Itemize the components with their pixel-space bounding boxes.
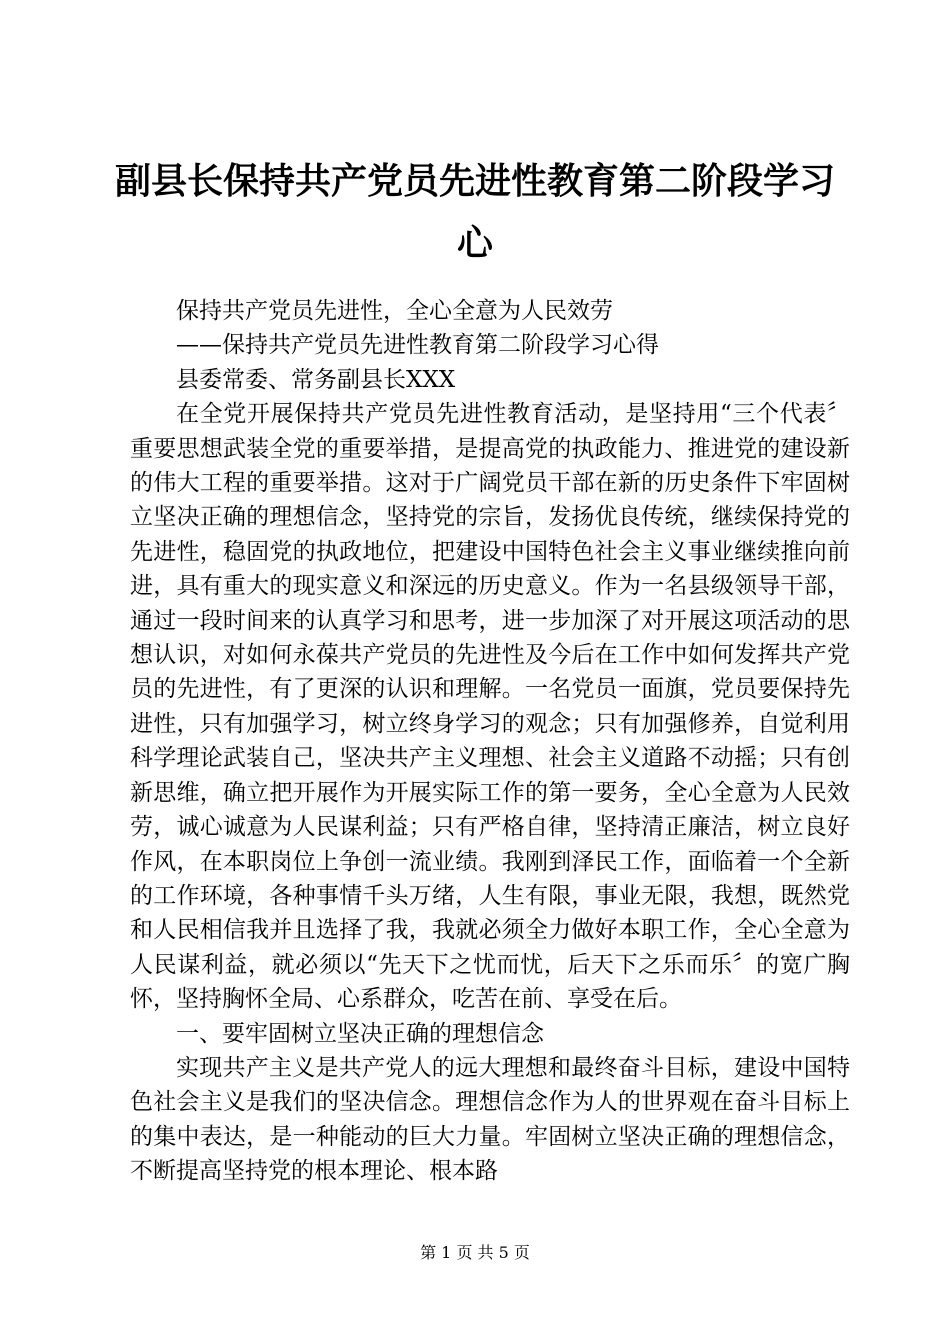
- body-paragraph-intro: 在全党开展保持共产党员先进性教育活动，是坚持用“三个代表〞重要思想武装全党的重要举措，是提高党的执政能力、推进党的建设新的伟大工程的重要举措。这对于广阔党员干部在新的历史条件下牢固树立坚决正确的理想信念，坚持党的宗旨，发扬优良传统，继续保持党的先进性，稳固党的执政地位，把建设中国特色社会主义事业继续推向前进，具有重大的现实意义和深远的历史意义。作为一名县级领导干部，通过一段时间来的认真学习和思考，进一步加深了对开展这项活动的思想认识，对如何永葆共产党员的先进性及今后在工作中如何发挥共产党员的先进性，有了更深的认识和理解。一名党员一面旗，党员要保持先进性，只有加强学习，树立终身学习的观念；只有加强修养，自觉利用科学理论武装自己，坚决共产主义理想、社会主义道路不动摇；只有创新思维，确立把开展作为开展实际工作的第一要务，全心全意为人民效劳，诚心诚意为人民谋利益；只有严格自律，坚持清正廉洁，树立良好作风，在本职岗位上争创一流业绩。我刚到泽民工作，面临着一个全新的工作环境，各种事情千头万绪，人生有限，事业无限，我想，既然党和人民相信我并且选择了我，我就必须全力做好本职工作，全心全意为人民谋利益，就必须以“先天下之忧而忧，后天下之乐而乐〞的宽广胸怀，坚持胸怀全局、心系群众，吃苦在前、享受在后。: [130, 401, 850, 1013]
- document-title-line-1: 副县长保持共产党员先进性教育第二阶段学习: [114, 161, 835, 202]
- body-paragraph-section-1: 实现共产主义是共产党人的远大理想和最终奋斗目标，建设中国特色社会主义是我们的坚决信念。理想信念作为人的世界观在奋斗目标上的集中表达，是一种能动的巨大力量。牢固树立坚决正确的理想信念，不断提高坚持党的根本理论、根本路: [130, 1054, 850, 1185]
- subtitle: 保持共产党员先进性，全心全意为人民效劳: [176, 298, 613, 324]
- subtitle-secondary: ——保持共产党员先进性教育第二阶段学习心得: [176, 332, 659, 359]
- page-footer: 第 1 页 共 5 页: [420, 1243, 530, 1262]
- document-body: [130, 294, 850, 1189]
- author-line: 县委常委、常务副县长XXX: [176, 366, 456, 393]
- document-title-line-2: 心: [456, 223, 493, 264]
- section-heading-1: 一、要牢固树立坚决正确的理想信念: [176, 1020, 544, 1047]
